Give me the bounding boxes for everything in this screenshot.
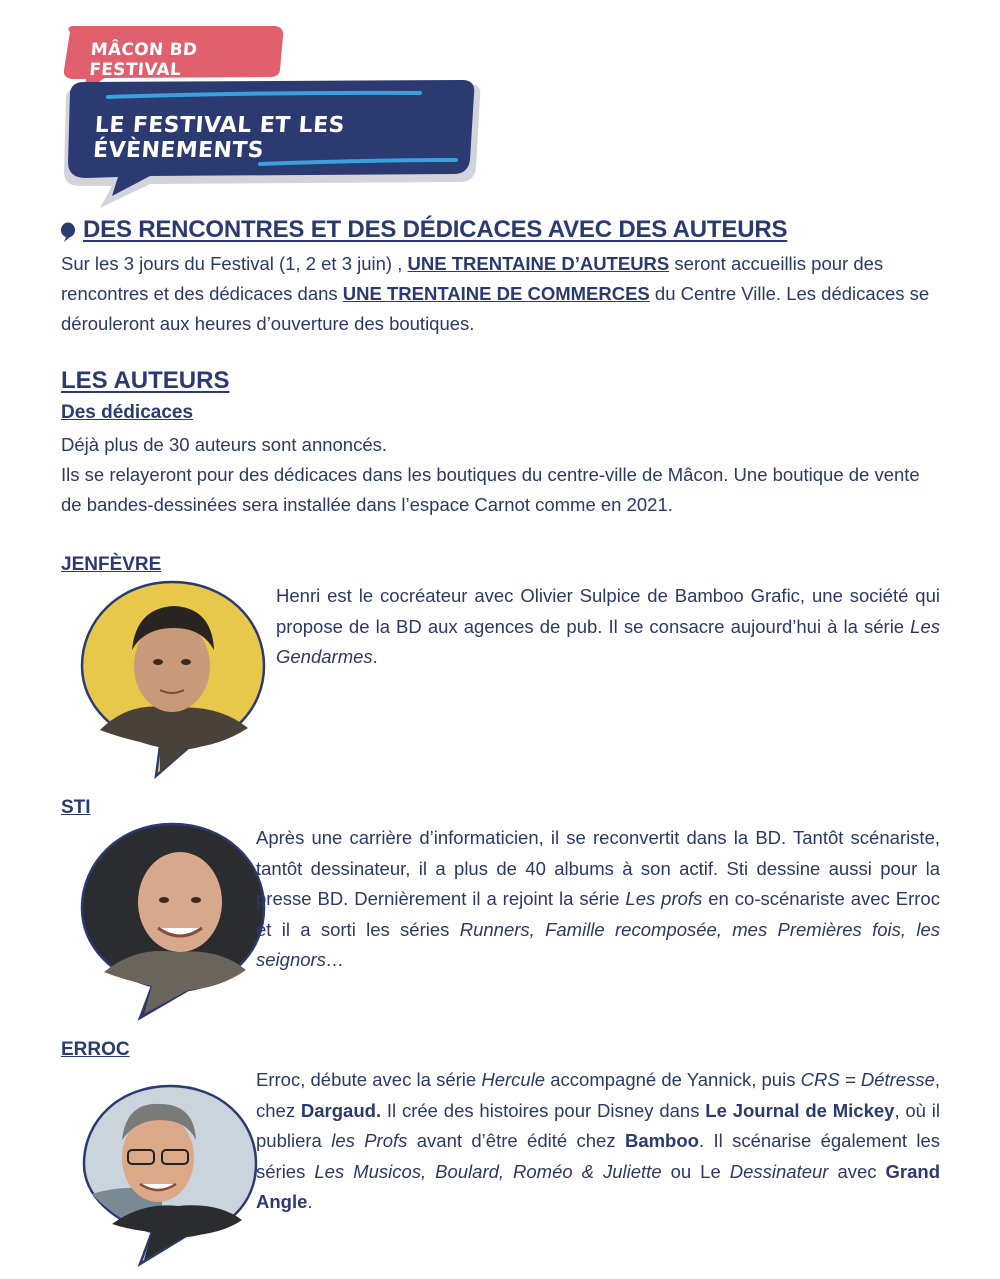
author-portrait-sti [80, 822, 270, 1022]
subtitle-dedicaces: Des dédicaces [61, 402, 194, 423]
author-name-jenfevre: JENFÈVRE [61, 554, 162, 575]
auteurs-line-1: Déjà plus de 30 auteurs sont annoncés. [61, 434, 388, 455]
author-name-sti: STI [61, 797, 91, 818]
author-bio-jenfevre: Henri est le cocréateur avec Olivier Sulpice de Bamboo Grafic, une société qui propose de la BD aux agences de pub. Il se consacre aujourd’hui à la série Les Gendarmes. [276, 585, 940, 667]
highlight-commerces: UNE TRENTAINE DE COMMERCES [342, 283, 650, 305]
auteurs-line-2: Ils se relayeront pour des dédicaces dans les boutiques du centre-ville de Mâcon. Une boutique de vente de bandes-dessinées sera installée dans l’espace Carnot comme en 2021. [61, 464, 920, 516]
header-banner [0, 0, 500, 215]
section-title-rencontres: DES RENCONTRES ET DES DÉDICACES AVEC DES AUTEURS [83, 216, 788, 243]
author-bio-erroc: Erroc, débute avec la série Hercule accompagné de Yannick, puis CRS = Détresse, chez Dargaud. Il crée des histoires pour Disney dans Le Journal de Mickey, où il publiera les Profs avant d’être édité chez Bamboo. Il scénarise également les séries Les Musicos, Boulard, Roméo & Juliette ou Le Dessinateur avec Grand Angle. [256, 1069, 941, 1212]
section-rencontres-text: Sur les 3 jours du Festival (1, 2 et 3 juin) , UNE TRENTAINE D’AUTEURS seront accueillis pour des rencontres et des dédicaces dans UNE TRENTAINE DE COMMERCES du Centre Ville. Les dédicaces se dérouleront aux heures d’ouverture des boutiques. [61, 253, 930, 335]
balloon-bullet-icon [60, 222, 78, 244]
festival-tag: MÂCON BD FESTIVAL [88, 40, 199, 80]
page-title: LE FESTIVAL ET LES ÉVÈNEMENTS [92, 113, 346, 163]
section-title-auteurs: LES AUTEURS [61, 367, 230, 394]
author-portrait-erroc [82, 1084, 262, 1269]
author-portrait-jenfevre [80, 580, 270, 780]
author-name-erroc: ERROC [61, 1039, 130, 1060]
highlight-auteurs: UNE TRENTAINE D’AUTEURS [407, 253, 670, 274]
author-bio-sti: Après une carrière d’informaticien, il se reconvertit dans la BD. Tantôt scénariste, tantôt dessinateur, il a plus de 40 albums à son actif. Sti dessine aussi pour la presse BD. Dernièrement il a rejoint la série Les profs en co-scénariste avec Erroc et il a sorti les séries Runners, Famille recomposée, mes Premières fois, les seignors… [256, 827, 940, 970]
